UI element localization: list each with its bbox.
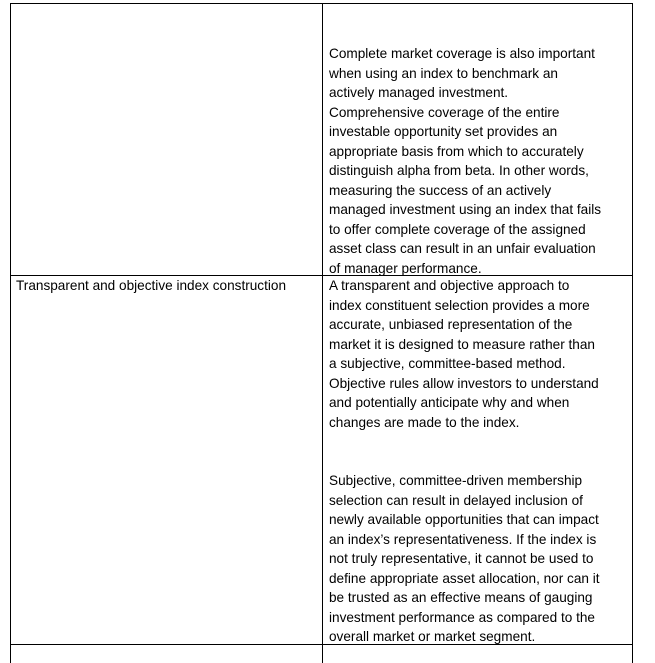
text-line: an index’s representativeness. If the index is bbox=[329, 531, 597, 547]
text-line bbox=[329, 5, 601, 25]
text-line: managed investment using an index that fails bbox=[329, 202, 602, 217]
text-line: appropriate basis from which to accurately bbox=[329, 143, 584, 159]
text-line: market it is designed to measure rather than bbox=[329, 336, 595, 352]
text-line: be trusted as an effective means of gauging bbox=[329, 590, 593, 605]
column-divider bbox=[322, 3, 323, 663]
text-line: define appropriate asset allocation, nor can it bbox=[329, 570, 600, 586]
text-line: overall market or market segment. bbox=[329, 629, 536, 644]
text-line: newly available opportunities that can impact bbox=[329, 512, 599, 527]
text-line: Objective rules allow investors to understand bbox=[329, 375, 599, 391]
text-line bbox=[329, 432, 600, 452]
text-line bbox=[329, 452, 600, 472]
text-line: changes are made to the index. bbox=[329, 414, 520, 430]
text-line: a subjective, committee-based method. bbox=[329, 356, 566, 371]
text-line bbox=[329, 25, 601, 45]
text-line: distinguish alpha from beta. In other words, bbox=[329, 163, 589, 178]
row-2-label: Transparent and objective index construction bbox=[16, 278, 287, 293]
text-line: selection can result in delayed inclusion of bbox=[329, 492, 583, 508]
text-line: A transparent and objective approach to bbox=[329, 278, 570, 293]
text-line: accurate, unbiased representation of the bbox=[329, 317, 573, 332]
text-line: actively managed investment. bbox=[329, 85, 509, 100]
text-line: asset class can result in an unfair evaluation bbox=[329, 241, 596, 256]
text-line: measuring the success of an actively bbox=[329, 182, 552, 198]
text-line: of manager performance. bbox=[329, 260, 482, 276]
text-line: investment performance as compared to the bbox=[329, 609, 595, 625]
text-line: index constituent selection provides a more bbox=[329, 297, 590, 313]
table-border-left bbox=[10, 3, 11, 663]
row-1-description bbox=[329, 5, 601, 278]
text-line: Subjective, committee-driven membership bbox=[329, 473, 583, 488]
text-line: investable opportunity set provides an bbox=[329, 124, 558, 139]
text-line: Comprehensive coverage of the entire bbox=[329, 104, 560, 120]
row-2-description bbox=[329, 276, 600, 647]
text-line: Complete market coverage is also important bbox=[329, 46, 595, 61]
text-line: to offer complete coverage of the assigned bbox=[329, 221, 586, 237]
document-table bbox=[10, 3, 633, 663]
text-line: and potentially anticipate why and when bbox=[329, 395, 570, 410]
text-line: when using an index to benchmark an bbox=[329, 65, 558, 81]
text-line: not truly representative, it cannot be used to bbox=[329, 551, 594, 566]
table-border-right bbox=[632, 3, 633, 663]
